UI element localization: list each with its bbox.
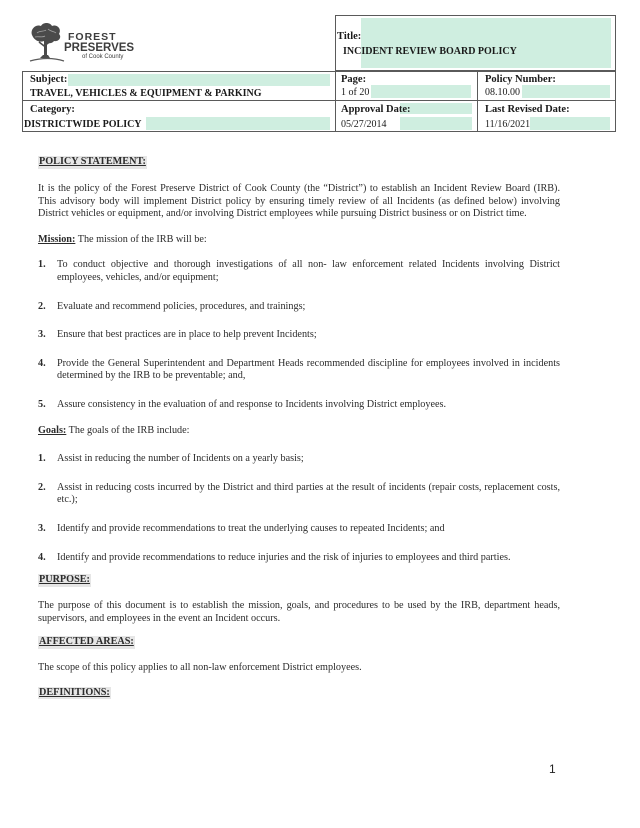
policy-statement-heading: POLICY STATEMENT: (39, 156, 146, 167)
page-number: 1 (549, 762, 556, 776)
goals-item: 2. Assist in reducing costs incurred by the District and third parties at the result of incidents (repair costs, replacement costs, etc.); (38, 481, 560, 506)
policy-body (38, 156, 560, 701)
revised-value: 11/16/2021 (485, 119, 531, 130)
subject-highlight (68, 74, 330, 86)
page-cell (335, 71, 478, 101)
logo-word-forest: FOREST (68, 31, 117, 43)
policy-number-cell (477, 71, 616, 101)
goals-intro (38, 425, 560, 438)
purpose-heading: PURPOSE: (39, 574, 90, 586)
approval-value-highlight (400, 117, 472, 130)
approval-highlight (400, 103, 472, 114)
category-value: DISTRICTWIDE POLICY (24, 119, 142, 130)
category-cell (22, 100, 336, 132)
definitions-heading: DEFINITIONS: (39, 686, 110, 698)
policy-number-value: 08.10.00 (485, 87, 520, 98)
subject-value: TRAVEL, VEHICLES & EQUIPMENT & PARKING (30, 88, 262, 99)
category-label: Category: (30, 104, 75, 115)
goals-item: 4. Identify and provide recommendations to reduce injuries and the risk of injuries to employees and third parties. (38, 551, 511, 563)
mission-item: 1. To conduct objective and thorough investigations of all non- law enforcement related Incidents involving District employees, vehicles, and/or equipment; (38, 259, 560, 283)
logo-word-cook-county: of Cook County (82, 54, 124, 60)
page-label: Page: (341, 74, 367, 85)
page-value: 1 of 20 (341, 87, 370, 98)
revised-label: Last Revised Date: (485, 104, 570, 115)
revised-cell (477, 100, 616, 132)
purpose-text: The purpose of this document is to establish the mission, goals, and procedures to be used by the IRB, department heads, supervisors, and employees in the event an Incident occurs. (38, 600, 560, 624)
revised-highlight (530, 117, 610, 130)
policy-statement-text: It is the policy of the Forest Preserve District of Cook County (the “District”) to establish an Incident Review Board (IRB). This advisory body will implement District policy by ensuring timely review of all Incidents (as defined below) involving District vehicles or equipment, and/or involving District employees while pursuing District business or on District time. (38, 183, 560, 220)
policy-number-label: Policy Number: (485, 74, 556, 85)
approval-cell (335, 100, 478, 132)
mission-intro-text: The mission of the IRB will be: (75, 233, 207, 245)
title-cell (335, 15, 616, 71)
goals-intro-text: The goals of the IRB include: (66, 424, 190, 436)
title-label: Title: (337, 31, 362, 42)
affected-areas-text: The scope of this policy applies to all non-law enforcement District employees. (38, 662, 362, 674)
subject-cell (22, 71, 336, 101)
goals-item: 3. Identify and provide recommendations to treat the underlying causes to repeated Incidents; and (38, 522, 445, 534)
policy-number-highlight (522, 85, 610, 98)
mission-item: 2. Evaluate and recommend policies, procedures, and trainings; (38, 300, 306, 312)
mission-item: 4. Provide the General Superintendent and Department Heads recommended discipline for employees involved in incidents determined by the IRB to be preventable; and, (38, 357, 560, 382)
title-highlight (361, 18, 611, 68)
mission-item: 3. Ensure that best practices are in place to help prevent Incidents; (38, 329, 317, 341)
mission-item: 5. Assure consistency in the evaluation of and response to Incidents involving District employees. (38, 398, 447, 410)
page-highlight (371, 85, 471, 98)
approval-value: 05/27/2014 (341, 119, 387, 130)
policy-header-table (22, 15, 616, 132)
subject-label: Subject: (30, 74, 68, 85)
logo-word-preserves: PRESERVES (64, 42, 135, 54)
mission-intro (38, 234, 560, 247)
mission-label: Mission: (38, 233, 76, 245)
title-value: INCIDENT REVIEW BOARD POLICY (343, 46, 517, 54)
affected-areas-heading: AFFECTED AREAS: (39, 636, 134, 648)
goals-label: Goals: (38, 424, 67, 436)
approval-label: Approval Date: (341, 104, 411, 115)
goals-item: 1. Assist in reducing the number of Incidents on a yearly basis; (38, 453, 304, 465)
category-highlight (146, 117, 330, 130)
